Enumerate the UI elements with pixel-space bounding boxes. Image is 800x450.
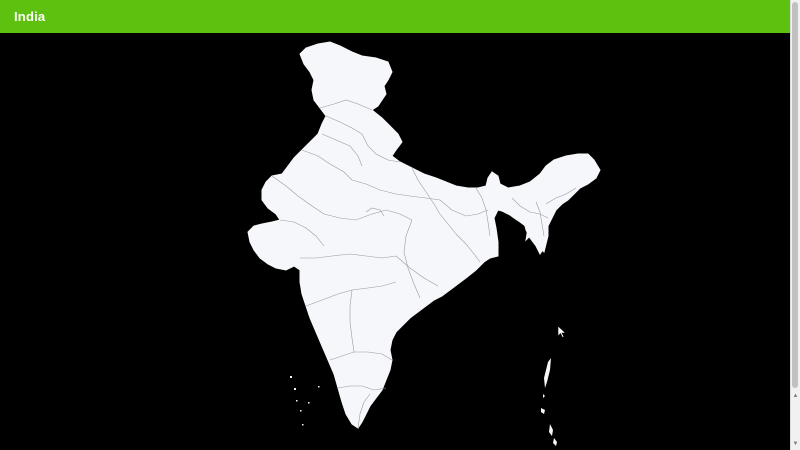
page-title: India <box>14 9 46 24</box>
scrollbar-thumb[interactable] <box>792 2 798 388</box>
app-header <box>0 0 791 33</box>
northeast-region[interactable] <box>500 196 550 254</box>
pointer-cursor-icon <box>558 326 566 338</box>
chevron-down-icon[interactable]: ▼ <box>792 441 799 447</box>
lakshadweep-islands[interactable] <box>290 376 320 426</box>
andaman-nicobar-islands[interactable] <box>541 330 560 446</box>
map-container[interactable] <box>0 33 791 450</box>
india-map[interactable] <box>0 33 791 450</box>
vertical-scrollbar[interactable] <box>790 0 800 450</box>
chevron-up-icon[interactable]: ▲ <box>792 393 799 399</box>
